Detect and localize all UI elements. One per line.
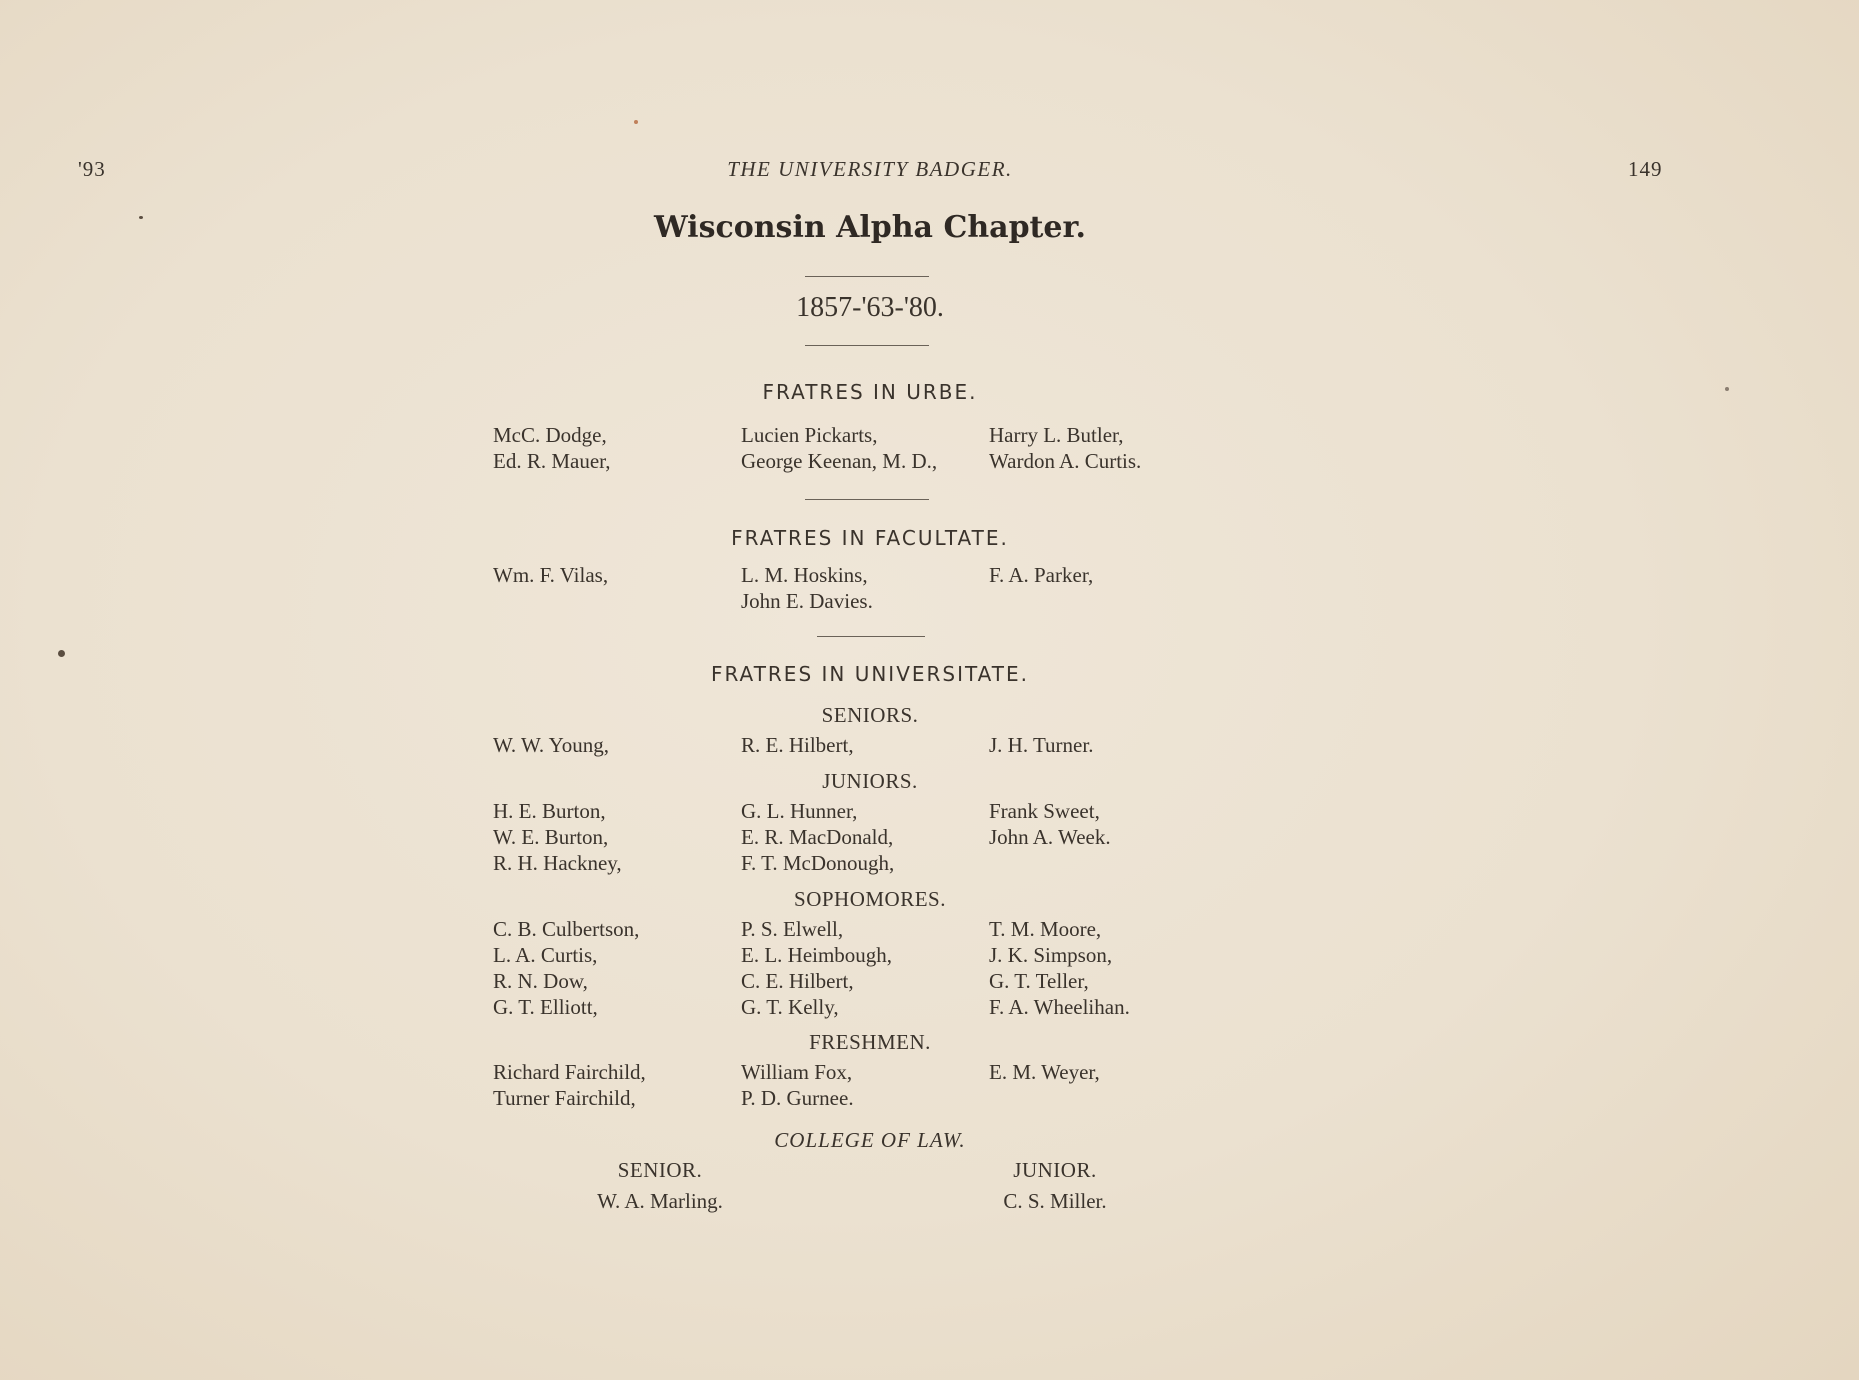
- section-heading-facultate: FRATRES IN FACULTATE.: [731, 526, 1009, 550]
- name-list-column: [989, 916, 1130, 1020]
- name-list-column: [741, 732, 854, 758]
- section-heading-urbe: FRATRES IN URBE.: [762, 380, 978, 404]
- class-heading-sophomores: SOPHOMORES.: [794, 887, 946, 911]
- member-name: W. W. Young,: [493, 733, 609, 757]
- member-name: John E. Davies.: [741, 589, 873, 613]
- name-list-column: [989, 422, 1141, 474]
- member-name: Frank Sweet,: [989, 799, 1100, 823]
- member-name: R. H. Hackney,: [493, 851, 622, 875]
- chapter-years: 1857-'63-'80.: [796, 292, 944, 323]
- member-name: G. T. Teller,: [989, 969, 1089, 993]
- member-name: Ed. R. Mauer,: [493, 449, 611, 473]
- name-list-column: [493, 422, 611, 474]
- member-name: F. A. Parker,: [989, 563, 1094, 587]
- law-senior-name: W. A. Marling.: [597, 1189, 723, 1213]
- name-list-column: [493, 562, 608, 588]
- law-junior-name: C. S. Miller.: [1003, 1189, 1107, 1213]
- class-heading-juniors: JUNIORS.: [822, 769, 918, 793]
- member-name: Harry L. Butler,: [989, 423, 1124, 447]
- member-name: George Keenan, M. D.,: [741, 449, 938, 473]
- member-name: L. A. Curtis,: [493, 943, 598, 967]
- name-list-column: [493, 916, 639, 1020]
- running-title: THE UNIVERSITY BADGER.: [727, 157, 1013, 181]
- divider-rule: [805, 276, 929, 277]
- name-list-column: [741, 422, 937, 474]
- name-list-column: [989, 732, 1093, 758]
- name-list-column: [989, 798, 1111, 850]
- member-name: E. L. Heimbough,: [741, 943, 893, 967]
- section-heading-universitate: FRATRES IN UNIVERSITATE.: [710, 662, 1030, 686]
- name-list-column: [989, 1059, 1100, 1085]
- law-junior-heading: JUNIOR.: [1013, 1158, 1097, 1182]
- name-list-column: [493, 732, 609, 758]
- name-list-column: [741, 916, 892, 1020]
- name-list-column: [493, 1059, 646, 1111]
- member-name: E. R. MacDonald,: [741, 825, 894, 849]
- member-name: E. M. Weyer,: [989, 1060, 1100, 1084]
- page-header-left: '93: [78, 157, 106, 181]
- member-name: McC. Dodge,: [493, 423, 607, 447]
- member-name: C. B. Culbertson,: [493, 917, 640, 941]
- paper-speck: [58, 650, 65, 657]
- class-heading-freshmen: FRESHMEN.: [809, 1030, 931, 1054]
- class-heading-seniors: SENIORS.: [821, 703, 919, 727]
- member-name: G. T. Kelly,: [741, 995, 839, 1019]
- member-name: R. N. Dow,: [493, 969, 588, 993]
- paper-speck: [139, 216, 143, 219]
- name-list-column: [741, 798, 894, 876]
- divider-rule: [805, 499, 929, 500]
- member-name: J. K. Simpson,: [989, 943, 1113, 967]
- member-name: Wm. F. Vilas,: [493, 563, 609, 587]
- member-name: Lucien Pickarts,: [741, 423, 878, 447]
- member-name: F. T. McDonough,: [741, 851, 895, 875]
- member-name: G. L. Hunner,: [741, 799, 858, 823]
- paper-speck: [1725, 387, 1729, 391]
- name-list-column: [741, 562, 873, 614]
- member-name: L. M. Hoskins,: [741, 563, 868, 587]
- page-number: 149: [1628, 157, 1663, 181]
- member-name: J. H. Turner.: [989, 733, 1094, 757]
- member-name: John A. Week.: [989, 825, 1111, 849]
- member-name: R. E. Hilbert,: [741, 733, 854, 757]
- chapter-title: Wisconsin Alpha Chapter.: [654, 210, 1086, 245]
- member-name: W. E. Burton,: [493, 825, 609, 849]
- member-name: P. D. Gurnee.: [741, 1086, 854, 1110]
- name-list-column: [741, 1059, 854, 1111]
- member-name: C. E. Hilbert,: [741, 969, 854, 993]
- name-list-column: [493, 798, 622, 876]
- member-name: Richard Fairchild,: [493, 1060, 646, 1084]
- member-name: F. A. Wheelihan.: [989, 995, 1130, 1019]
- member-name: G. T. Elliott,: [493, 995, 598, 1019]
- member-name: H. E. Burton,: [493, 799, 606, 823]
- member-name: Turner Fairchild,: [493, 1086, 636, 1110]
- member-name: Wardon A. Curtis.: [989, 449, 1142, 473]
- college-of-law-heading: COLLEGE OF LAW.: [774, 1128, 966, 1152]
- paper-speck: [634, 120, 638, 124]
- name-list-column: [989, 562, 1093, 588]
- member-name: William Fox,: [741, 1060, 853, 1084]
- divider-rule: [817, 636, 925, 637]
- divider-rule: [805, 345, 929, 346]
- member-name: T. M. Moore,: [989, 917, 1102, 941]
- law-senior-heading: SENIOR.: [617, 1158, 703, 1182]
- member-name: P. S. Elwell,: [741, 917, 844, 941]
